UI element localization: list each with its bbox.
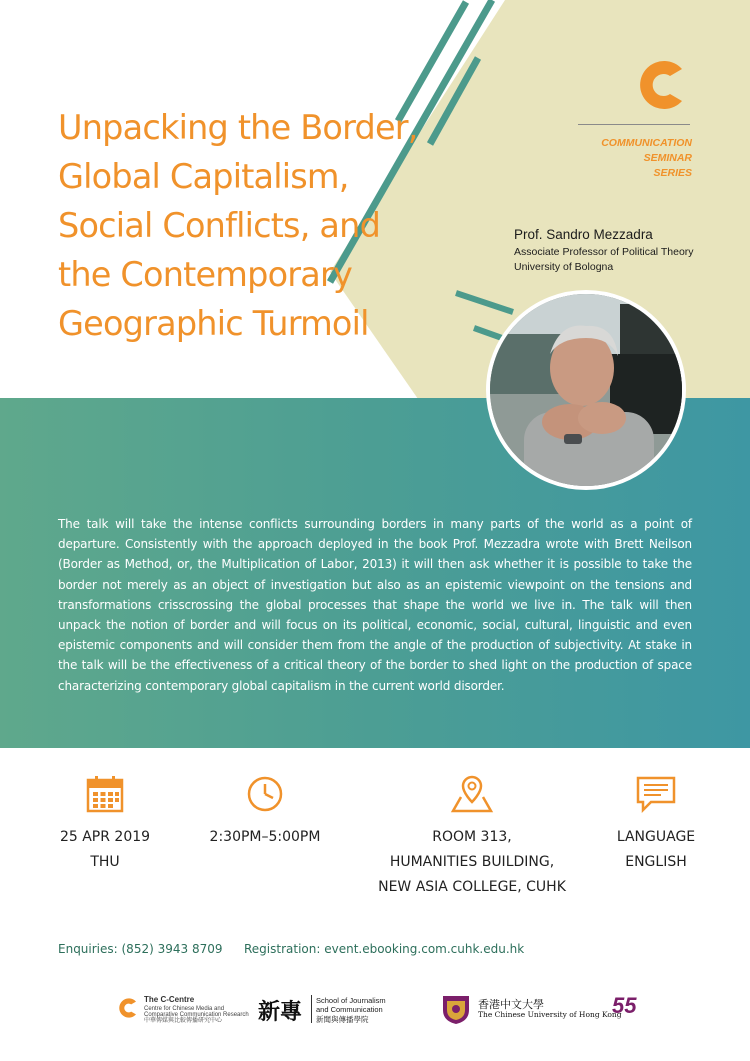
- seminar-series-label: [578, 136, 692, 181]
- event-weekday: THU: [90, 854, 120, 870]
- c-centre-name: The C-Centre: [144, 995, 195, 1004]
- venue-room: ROOM 313,: [432, 829, 512, 845]
- cuhk-english-name: The Chinese University of Hong Kong: [478, 1010, 622, 1019]
- calendar-icon: [86, 775, 124, 813]
- speaker-position: Associate Professor of Political Theory: [514, 246, 694, 258]
- sjc-logo: [258, 993, 388, 1025]
- series-divider: [578, 124, 690, 125]
- sjc-divider: [311, 995, 312, 1023]
- language-value: ENGLISH: [625, 854, 687, 870]
- c-centre-logo: [116, 993, 249, 1025]
- sjc-line1: School of Journalism: [316, 996, 386, 1005]
- sjc-chinese-mark: 新專: [258, 999, 303, 1025]
- series-line: COMMUNICATION: [601, 137, 692, 149]
- cuhk-chinese-name: 香港中文大學: [478, 998, 544, 1011]
- language-label: LANGUAGE: [616, 829, 696, 845]
- venue-building: HUMANITIES BUILDING,: [389, 854, 555, 870]
- title-line: Geographic Turmoil: [58, 304, 369, 343]
- title-line: Unpacking the Border,: [58, 108, 418, 147]
- registration-text: Registration: event.ebooking.com.cuhk.edu.hk: [244, 942, 525, 956]
- language-info: [596, 775, 716, 875]
- event-date: 25 APR 2019: [59, 829, 151, 845]
- venue-college: NEW ASIA COLLEGE, CUHK: [378, 879, 566, 895]
- sjc-line2: and Communication: [316, 1005, 383, 1014]
- cuhk-crest-icon: [440, 993, 472, 1025]
- series-line: SEMINAR: [643, 152, 692, 164]
- speech-bubble-icon: [635, 775, 677, 813]
- speaker-affiliation: University of Bologna: [514, 261, 614, 273]
- date-info: [45, 775, 165, 875]
- c-centre-sub2: Comparative Communication Research: [144, 1012, 249, 1018]
- time-info: [195, 775, 335, 850]
- venue-info: [372, 775, 572, 900]
- c-centre-sub1: Centre for Chinese Media and: [144, 1006, 225, 1012]
- c-centre-mark-icon: [116, 996, 140, 1020]
- anniversary-55-logo: 55: [612, 993, 637, 1018]
- talk-abstract: The talk will take the intense conflicts surrounding borders in many parts of the world as a point of departure. Consistently with the approach deployed in the book Prof. Mezzadra wrote with Brett Neilson (Border as Method, or, the Multiplication of Labor, 2013) it will then ask whether it is possible to take the border not merely as an object of investigation but also as an epistemic viewpoint on the tensions and transformations crisscrossing the global processes that shape the world we live in. The talk will then unpack the notion of border and will focus on its political, economic, social, cultural, linguistic and even epistemic components and will consider them from the angle of the production of subjectivity. At stake in the talk will be the effectiveness of a critical theory of the border to shed light on the production of space characterizing contemporary global capitalism in the current world disorder.: [58, 517, 692, 693]
- speaker-name: Prof. Sandro Mezzadra: [514, 227, 653, 242]
- series-line: SERIES: [653, 167, 692, 179]
- sjc-chinese: 新聞與傳播學院: [316, 1015, 369, 1024]
- map-pin-icon: [449, 775, 495, 813]
- title-line: Social Conflicts, and: [58, 206, 381, 245]
- speaker-photo: [486, 290, 686, 490]
- event-time: 2:30PM–5:00PM: [209, 829, 321, 845]
- c-centre-chinese: 中華傳媒與比較傳播研究中心: [144, 1018, 223, 1024]
- cuhk-logo: [440, 993, 640, 1025]
- title-line: Global Capitalism,: [58, 157, 349, 196]
- communication-c-logo: [632, 55, 692, 115]
- title-line: the Contemporary: [58, 255, 352, 294]
- enquiries-text: Enquiries: (852) 3943 8709: [58, 942, 223, 956]
- clock-icon: [246, 775, 284, 813]
- event-title: [58, 103, 458, 348]
